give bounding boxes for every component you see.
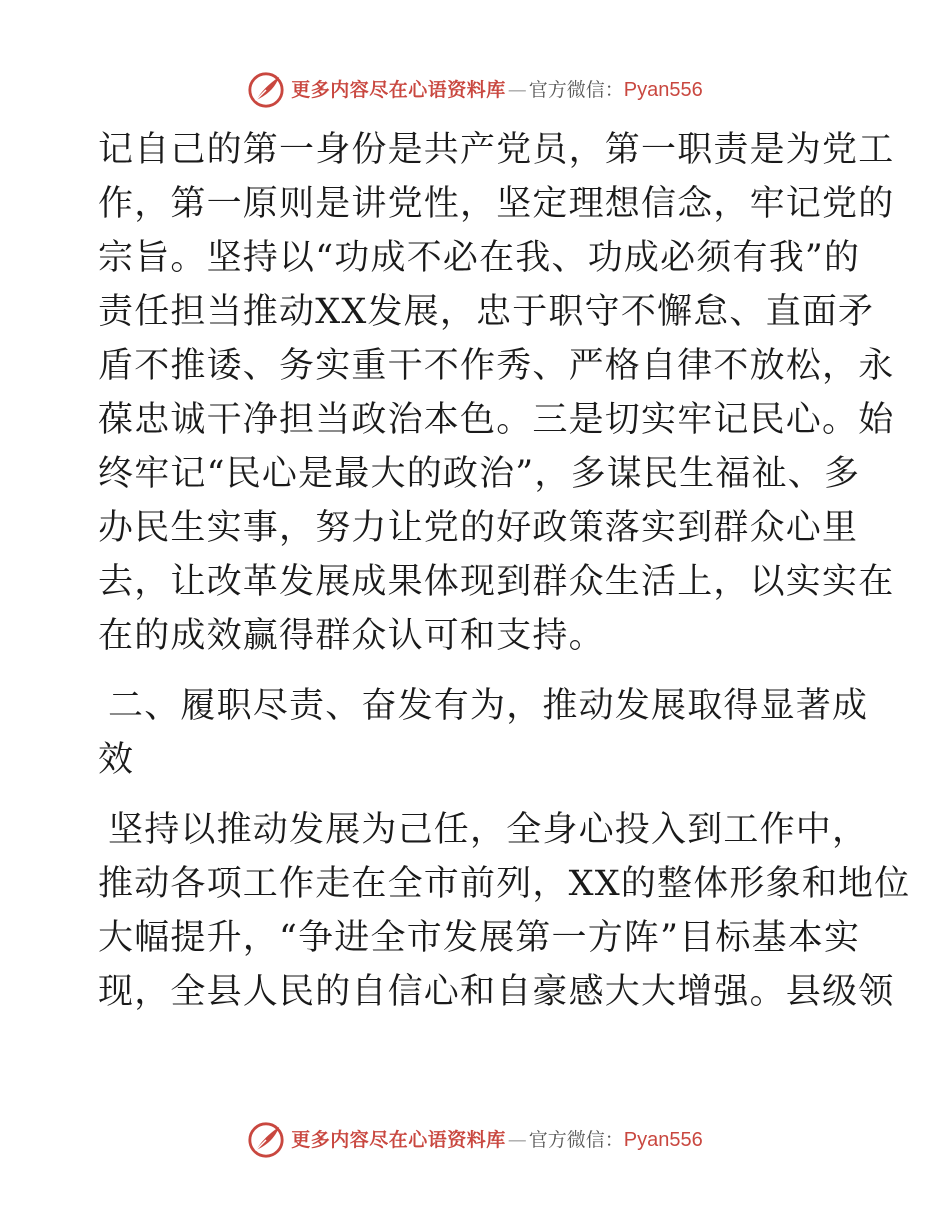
- watermark-wechat-label: 官方微信：: [528, 1129, 624, 1151]
- heading-line: 二、履职尽责、奋发有为，推动发展取得显著成: [108, 686, 869, 726]
- watermark-text: [291, 80, 703, 100]
- text-line: 作，第一原则是讲党性，坚定理想信念，牢记党的: [98, 184, 895, 224]
- watermark-wechat-id: Pyan556: [623, 79, 703, 101]
- watermark-separator: —: [507, 79, 527, 101]
- quill-pen-logo-icon: [247, 1121, 285, 1159]
- text-line: 责任担当推动XX发展，忠于职守不懈怠、直面矛: [98, 292, 875, 332]
- header-watermark: [0, 68, 950, 112]
- text-line: 记自己的第一身份是共产党员，第一职责是为党工: [98, 130, 895, 170]
- text-line: 推动各项工作走在全市前列，XX的整体形象和地位: [98, 864, 911, 904]
- watermark-main-text: 更多内容尽在心语资料库: [291, 1129, 506, 1151]
- paragraph-1: [98, 123, 895, 663]
- text-line: 办民生实事，努力让党的好政策落实到群众心里: [98, 508, 859, 548]
- section-heading: [98, 679, 869, 787]
- watermark-wechat-label: 官方微信：: [528, 79, 624, 101]
- watermark-main-text: 更多内容尽在心语资料库: [291, 79, 506, 101]
- quill-pen-logo-icon: [247, 71, 285, 109]
- text-line: 葆忠诚干净担当政治本色。三是切实牢记民心。始: [98, 400, 895, 440]
- heading-line: 效: [98, 740, 135, 780]
- text-line: 去，让改革发展成果体现到群众生活上，以实实在: [98, 562, 895, 602]
- text-line: 现，全县人民的自信心和自豪感大大增强。县级领: [98, 972, 895, 1012]
- document-body: [98, 123, 911, 1019]
- text-line: 大幅提升，“争进全市发展第一方阵”目标基本实: [98, 918, 861, 958]
- watermark-text: [291, 1130, 703, 1150]
- text-line: 在的成效赢得群众认可和支持。: [98, 616, 605, 656]
- watermark-separator: —: [507, 1129, 527, 1151]
- text-line: 盾不推诿、务实重干不作秀、严格自律不放松，永: [98, 346, 895, 386]
- text-line: 坚持以推动发展为己任，全身心投入到工作中，: [108, 810, 869, 850]
- paragraph-2: [98, 803, 911, 1019]
- text-line: 终牢记“民心是最大的政治”，多谋民生福祉、多: [98, 454, 861, 494]
- text-line: 宗旨。坚持以“功成不必在我、功成必须有我”的: [98, 238, 861, 278]
- footer-watermark: [0, 1118, 950, 1162]
- watermark-wechat-id: Pyan556: [623, 1129, 703, 1151]
